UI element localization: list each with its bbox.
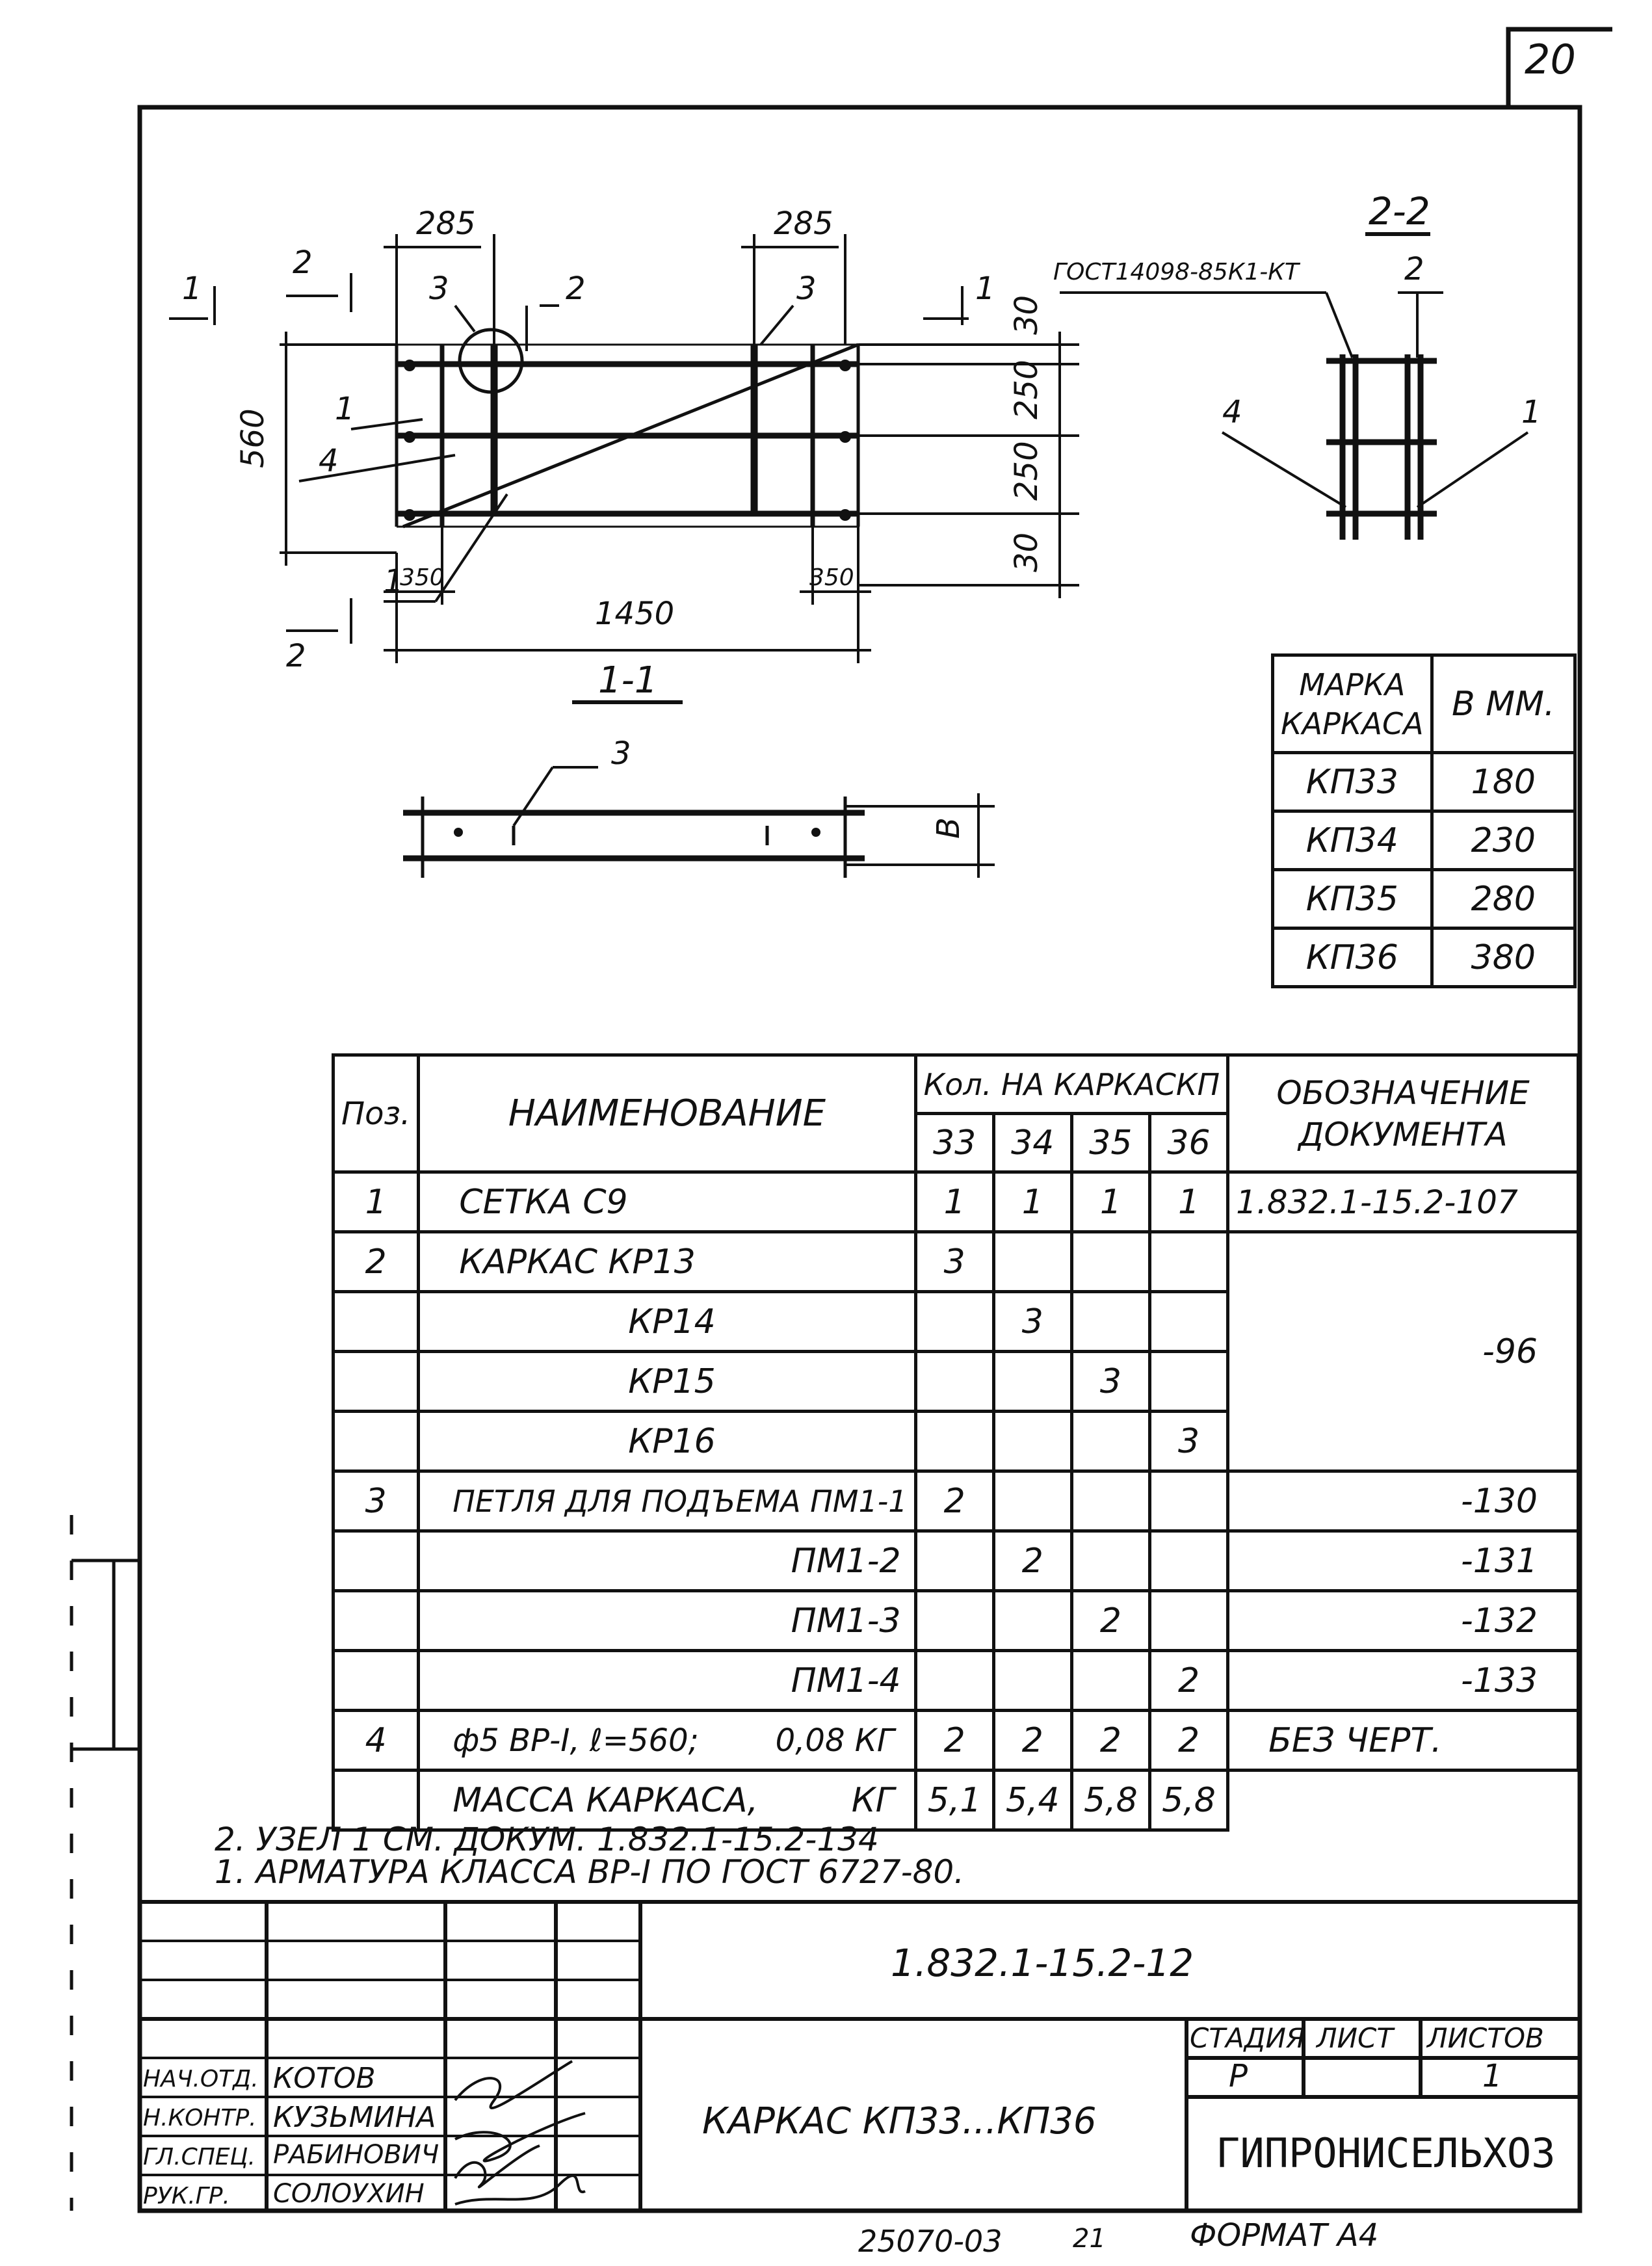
note-1: 1. АРМАТУРА КЛАССА ВР-I ПО ГОСТ 6727-80. — [215, 1853, 965, 1891]
dim-350-left: 350 — [400, 564, 445, 591]
name-text: ф5 ВР-I, ℓ=560; — [452, 1722, 699, 1759]
callout-1-bottom: 1 — [384, 563, 404, 599]
callout-2: 2 — [566, 270, 586, 307]
qty-cell: 5,8 — [1149, 1771, 1227, 1830]
qty-cell: 2 — [1149, 1651, 1227, 1711]
dim-250-b: 250 — [1008, 441, 1045, 501]
qty-cell: 2 — [1071, 1591, 1149, 1651]
signer-role-1: НАЧ.ОТД. — [143, 2066, 259, 2092]
dim-30-bottom: 30 — [1008, 532, 1045, 572]
cut-1-right: 1 — [975, 270, 995, 307]
drawing-title: КАРКАС КП33...КП36 — [702, 2100, 1097, 2142]
name-text: СЕТКА С9 — [459, 1182, 628, 1222]
name-text: ПЕТЛЯ ДЛЯ ПОДЪЕМА ПМ1-1 — [452, 1483, 908, 1519]
callout-3-left: 3 — [429, 270, 449, 307]
signer-name-4: СОЛОУХИН — [273, 2179, 425, 2209]
org-name: ГИПРОНИСЕЛЬХОЗ — [1216, 2129, 1556, 2177]
pos-cell: 2 — [334, 1232, 419, 1292]
name-text: КАРКАС КР13 — [459, 1242, 696, 1282]
unit-mass-text: 0,08 КГ — [775, 1722, 895, 1759]
b-header: В ММ. — [1432, 655, 1575, 753]
marka-header: МАРКА КАРКАСА — [1273, 655, 1432, 753]
b-cell: 380 — [1432, 929, 1575, 987]
qty-col-34: 34 — [993, 1114, 1071, 1172]
marka-cell: КП35 — [1273, 870, 1432, 929]
doc-cell: -133 — [1228, 1651, 1579, 1711]
signer-role-4: РУК.ГР. — [143, 2183, 230, 2209]
qty-cell: 2 — [993, 1531, 1071, 1591]
cut-2-bottom: 2 — [286, 638, 306, 674]
format-label: ФОРМАТ А4 — [1190, 2217, 1379, 2254]
sub-text: ПМ1-3 — [791, 1601, 901, 1640]
qty-col-33: 33 — [915, 1114, 993, 1172]
pos-cell: 3 — [334, 1471, 419, 1531]
name-text: МАССА КАРКАСА, — [452, 1780, 759, 1820]
qty-header: Кол. НА КАРКАСКП — [915, 1055, 1228, 1114]
signer-role-3: ГЛ.СПЕЦ. — [143, 2144, 256, 2170]
unit-text: КГ — [851, 1780, 895, 1820]
dim-560: 560 — [235, 408, 271, 468]
doc-cell: -131 — [1228, 1531, 1579, 1591]
sub-text: КР15 — [628, 1362, 716, 1401]
callout-4-section: 4 — [1222, 394, 1242, 430]
qty-cell: 3 — [993, 1292, 1071, 1352]
qty-cell: 1 — [993, 1172, 1071, 1232]
qty-cell: 1 — [1149, 1172, 1227, 1232]
inventory-number: 25070-03 — [858, 2224, 1003, 2259]
qty-cell: 2 — [1149, 1711, 1227, 1771]
callout-1-left: 1 — [335, 391, 355, 427]
signer-name-2: КУЗЬМИНА — [273, 2101, 436, 2134]
sub-text: КР16 — [628, 1421, 716, 1461]
b-cell: 280 — [1432, 870, 1575, 929]
pos-header: Поз. — [334, 1055, 419, 1172]
dim-250-a: 250 — [1008, 360, 1045, 419]
callout-3-plan: 3 — [611, 735, 631, 772]
sub-text: ПМ1-2 — [791, 1541, 901, 1581]
sheet-label: ЛИСТ — [1317, 2022, 1393, 2054]
sheets-label: ЛИСТОВ — [1427, 2022, 1544, 2054]
sub-text: КР14 — [628, 1302, 716, 1341]
qty-cell: 2 — [915, 1711, 993, 1771]
pos-cell: 4 — [334, 1711, 419, 1771]
qty-cell: 1 — [1071, 1172, 1149, 1232]
dim-350-right: 350 — [809, 564, 854, 591]
signer-role-2: Н.КОНТР. — [143, 2105, 257, 2131]
doc-cell: 1.832.1-15.2-107 — [1228, 1172, 1579, 1232]
doc-header: ОБОЗНАЧЕНИЕ ДОКУМЕНТА — [1228, 1055, 1579, 1172]
qty-cell: 1 — [915, 1172, 993, 1232]
marka-cell: КП36 — [1273, 929, 1432, 987]
sheets-value: 1 — [1482, 2058, 1502, 2094]
marka-cell: КП34 — [1273, 811, 1432, 870]
gost-note: ГОСТ14098-85К1-КТ — [1053, 259, 1299, 285]
pos-cell: 1 — [334, 1172, 419, 1232]
qty-cell: 2 — [1071, 1711, 1149, 1771]
cut-1-left: 1 — [182, 270, 202, 307]
qty-cell: 2 — [915, 1471, 993, 1531]
dim-30-top: 30 — [1008, 295, 1045, 335]
sheet-number: 20 — [1525, 36, 1576, 83]
qty-cell: 3 — [1149, 1412, 1227, 1471]
qty-cell: 5,4 — [993, 1771, 1071, 1830]
sub-text: ПМ1-4 — [791, 1661, 901, 1700]
qty-cell: 3 — [1071, 1352, 1149, 1412]
doc-cell: -96 — [1228, 1232, 1579, 1471]
stage-label: СТАДИЯ — [1190, 2022, 1305, 2054]
qty-cell: 5,1 — [915, 1771, 993, 1830]
dim-285-left: 285 — [416, 205, 476, 242]
callout-2-section: 2 — [1404, 251, 1424, 287]
footer-sheet-number: 21 — [1073, 2224, 1106, 2254]
qty-cell: 5,8 — [1071, 1771, 1149, 1830]
qty-col-35: 35 — [1071, 1114, 1149, 1172]
callout-4: 4 — [319, 443, 339, 479]
qty-cell: 3 — [915, 1232, 993, 1292]
stage-value: Р — [1229, 2058, 1248, 2094]
name-header: НАИМЕНОВАНИЕ — [419, 1055, 915, 1172]
callout-1-section: 1 — [1521, 394, 1541, 430]
doc-code: 1.832.1-15.2-12 — [891, 1941, 1194, 1985]
doc-cell: -132 — [1228, 1591, 1579, 1651]
b-cell: 230 — [1432, 811, 1575, 870]
b-cell: 180 — [1432, 753, 1575, 811]
marka-cell: КП33 — [1273, 753, 1432, 811]
signer-name-3: РАБИНОВИЧ — [273, 2140, 439, 2170]
section-1-1-title: 1-1 — [598, 659, 658, 702]
section-2-2-title: 2-2 — [1369, 189, 1430, 233]
dim-b: В — [930, 817, 967, 839]
doc-cell: БЕЗ ЧЕРТ. — [1228, 1711, 1579, 1771]
signer-name-1: КОТОВ — [273, 2062, 376, 2095]
doc-cell: -130 — [1228, 1471, 1579, 1531]
qty-col-36: 36 — [1149, 1114, 1227, 1172]
callout-3-right: 3 — [796, 270, 817, 307]
dim-1450: 1450 — [595, 596, 675, 632]
note-2: 2. УЗЕЛ 1 СМ. ДОКУМ. 1.832.1-15.2-134 — [215, 1821, 879, 1858]
dim-285-right: 285 — [774, 205, 833, 242]
qty-cell: 2 — [993, 1711, 1071, 1771]
cut-2-top: 2 — [293, 244, 313, 281]
